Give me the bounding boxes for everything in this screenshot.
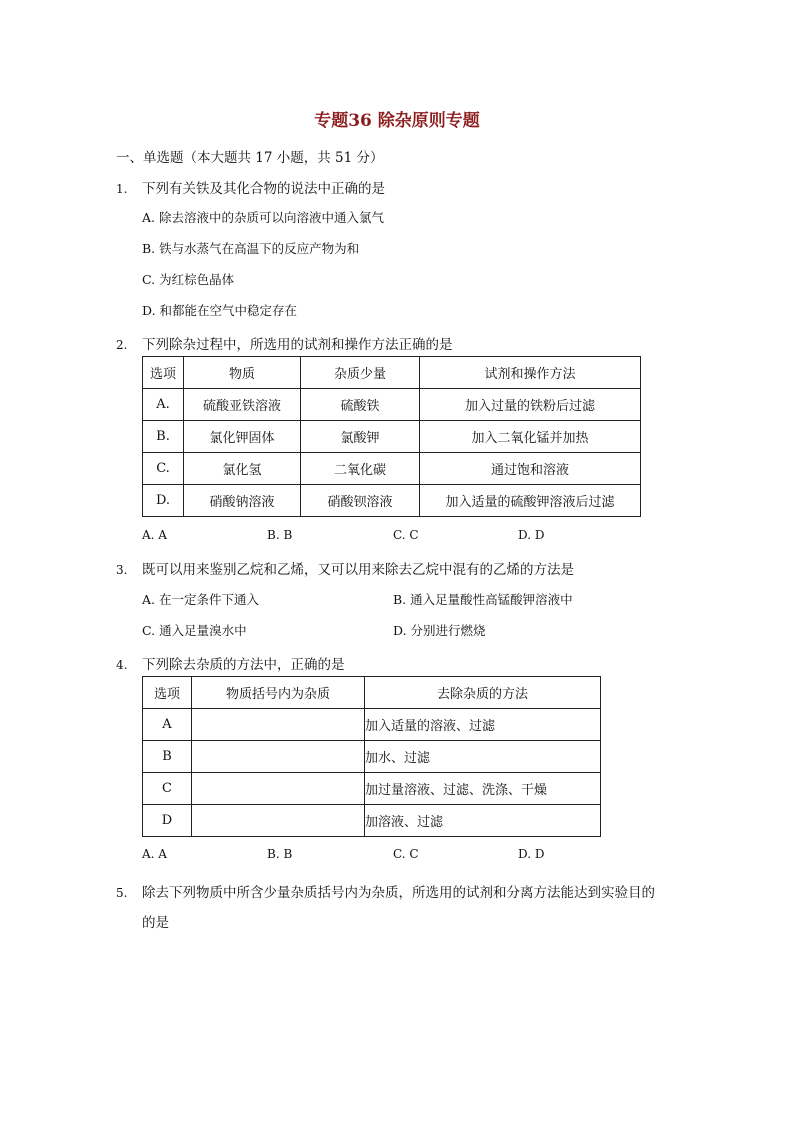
question-number: 4. — [116, 658, 128, 672]
table-header-row — [143, 357, 641, 389]
q4-answer-d: D. D — [518, 847, 545, 861]
table-cell — [192, 709, 365, 741]
question-1 — [116, 177, 385, 197]
table-header-row — [143, 677, 601, 709]
question-stem-line-2: 的是 — [142, 915, 169, 931]
table-cell: C — [143, 773, 192, 805]
table-header-cell: 选项 — [143, 677, 192, 709]
table-row — [143, 709, 601, 741]
table-cell: 加溶液、过滤 — [365, 805, 601, 837]
q2-answer-a: A. A — [142, 528, 167, 542]
question-number: 3. — [116, 563, 128, 577]
question-number: 5. — [116, 886, 128, 900]
table-cell: 硫酸铁 — [301, 389, 420, 421]
q3-option-a: A. 在一定条件下通入 — [142, 592, 259, 607]
table-cell: B. — [143, 421, 184, 453]
q3-option-b: B. 通入足量酸性高锰酸钾溶液中 — [393, 592, 573, 607]
question-number: 2. — [116, 338, 128, 352]
question-stem-line-1: 除去下列物质中所含少量杂质括号内为杂质，所选用的试剂和分离方法能达到实验目的 — [142, 885, 655, 901]
table-cell: 硝酸钡溶液 — [301, 485, 420, 517]
table-cell: 氯化钾固体 — [184, 421, 301, 453]
table-cell: 硝酸钠溶液 — [184, 485, 301, 517]
table-row — [143, 773, 601, 805]
table-cell: A — [143, 709, 192, 741]
table-cell: 氯化氢 — [184, 453, 301, 485]
question-2 — [116, 333, 453, 353]
table-row — [143, 453, 641, 485]
table-cell: 加入二氧化锰并加热 — [420, 421, 641, 453]
table-cell: 加入适量的硫酸钾溶液后过滤 — [420, 485, 641, 517]
table-header-cell: 试剂和操作方法 — [420, 357, 641, 389]
q1-option-a: A. 除去溶液中的杂质可以向溶液中通入氯气 — [142, 210, 384, 225]
question-number: 1. — [116, 182, 128, 196]
table-cell — [192, 805, 365, 837]
table-row — [143, 389, 641, 421]
table-header-cell: 杂质少量 — [301, 357, 420, 389]
table-row — [143, 485, 641, 517]
q3-option-d: D. 分别进行燃烧 — [393, 623, 486, 638]
question-stem: 下列有关铁及其化合物的说法中正确的是 — [142, 181, 385, 197]
q2-answer-b: B. B — [267, 528, 293, 542]
table-header-cell: 物质 — [184, 357, 301, 389]
table-header-cell: 选项 — [143, 357, 184, 389]
table-header-cell: 物质括号内为杂质 — [192, 677, 365, 709]
table-cell: 通过饱和溶液 — [420, 453, 641, 485]
question-stem: 下列除杂过程中，所选用的试剂和操作方法正确的是 — [142, 337, 453, 353]
q2-answer-d: D. D — [518, 528, 545, 542]
q3-option-c: C. 通入足量溴水中 — [142, 623, 247, 638]
q2-answer-c: C. C — [393, 528, 419, 542]
table-cell: 加入适量的溶液、过滤 — [365, 709, 601, 741]
question-stem: 既可以用来鉴别乙烷和乙烯，又可以用来除去乙烷中混有的乙烯的方法是 — [142, 562, 574, 578]
table-row — [143, 421, 641, 453]
question-stem: 下列除去杂质的方法中，正确的是 — [142, 657, 345, 673]
table-cell: B — [143, 741, 192, 773]
table-cell: D — [143, 805, 192, 837]
section-heading: 一、单选题（本大题共 17 小题，共 51 分） — [116, 150, 384, 166]
question-4 — [116, 653, 345, 673]
q1-option-b: B. 铁与水蒸气在高温下的反应产物为和 — [142, 241, 360, 256]
table-row — [143, 741, 601, 773]
table-row — [143, 805, 601, 837]
table-header-cell: 去除杂质的方法 — [365, 677, 601, 709]
q4-answer-c: C. C — [393, 847, 419, 861]
question-3 — [116, 558, 574, 578]
table-cell — [192, 741, 365, 773]
q2-table — [142, 356, 641, 517]
table-cell: A. — [143, 389, 184, 421]
table-cell: C. — [143, 453, 184, 485]
table-cell: 加入过量的铁粉后过滤 — [420, 389, 641, 421]
table-cell: 氯酸钾 — [301, 421, 420, 453]
table-cell: D. — [143, 485, 184, 517]
table-cell: 加过量溶液、过滤、洗涤、干燥 — [365, 773, 601, 805]
q1-option-c: C. 为红棕色晶体 — [142, 272, 235, 287]
table-cell: 加水、过滤 — [365, 741, 601, 773]
q4-table — [142, 676, 601, 837]
q4-answer-a: A. A — [142, 847, 167, 861]
q1-option-d: D. 和都能在空气中稳定存在 — [142, 303, 298, 318]
q4-answer-b: B. B — [267, 847, 293, 861]
table-cell: 二氧化碳 — [301, 453, 420, 485]
question-5 — [116, 878, 686, 938]
table-cell: 硫酸亚铁溶液 — [184, 389, 301, 421]
table-cell — [192, 773, 365, 805]
page-title: 专题36 除杂原则专题 — [314, 111, 480, 131]
